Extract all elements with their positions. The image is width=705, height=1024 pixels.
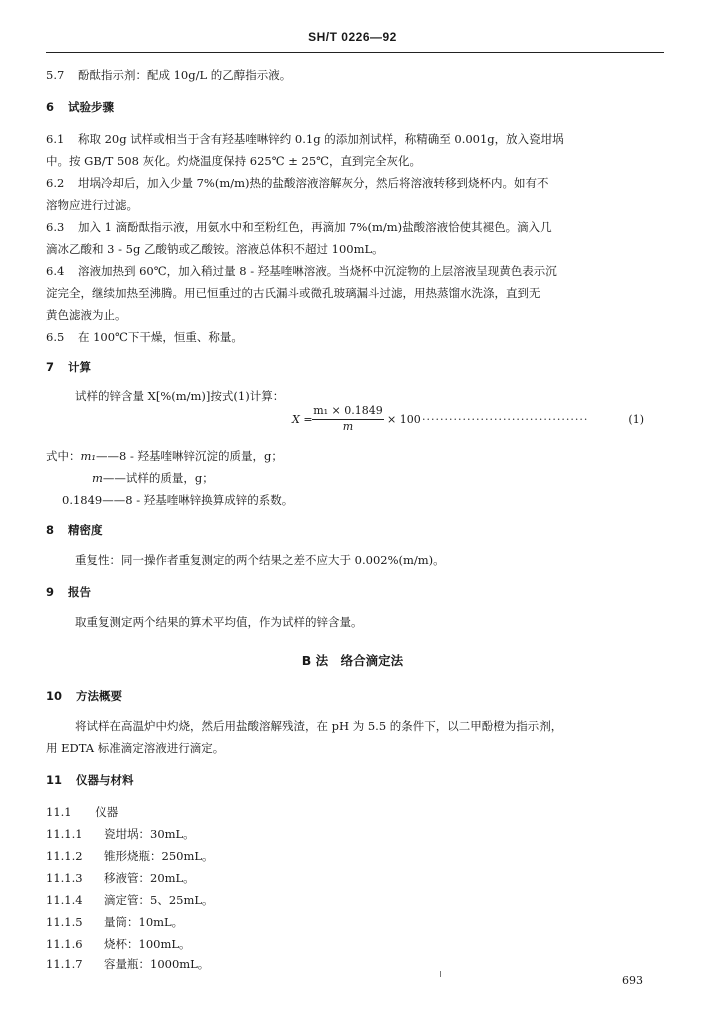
list-item (46, 936, 666, 952)
section-10-heading (46, 688, 666, 704)
clause-6-2-line-2: 溶物应进行过滤。 (46, 198, 138, 212)
section-6-heading (46, 99, 666, 115)
section-number: 6 (46, 100, 55, 114)
list-item (46, 848, 666, 864)
clause-text: 加入 1 滴酚酞指示液，用氨水中和至粉红色，再滴加 7%(m/m)盐酸溶液恰使其褪色。滴入几 (77, 220, 552, 234)
item-number: 11.1.2 (46, 849, 83, 863)
standard-code-header: SH/T 0226—92 (308, 30, 397, 44)
footer-tick-mark (440, 971, 443, 977)
clause-number: 6.2 (46, 176, 65, 190)
formula-denominator: m (342, 420, 354, 433)
page-number: 693 (622, 974, 643, 987)
item-number: 11.1.4 (46, 893, 83, 907)
clause-text: 坩埚冷却后，加入少量 7%(m/m)热的盐酸溶液溶解灰分，然后将溶液转移到烧杯内。如有不 (77, 176, 549, 190)
item-text: 滴定管：5、25mL。 (104, 893, 214, 907)
clause-6-4-line-3: 黄色滤液为止。 (46, 308, 127, 322)
variable-description: ——试样的质量，g； (102, 471, 214, 485)
item-text: 移液管：20mL。 (104, 871, 195, 885)
clause-6-4-line-1 (46, 263, 666, 279)
clause-number: 6.5 (46, 330, 65, 344)
variable-definition-m (92, 470, 662, 486)
list-item (46, 914, 666, 930)
clause-number: 6.4 (46, 264, 65, 278)
section-11-heading (46, 772, 666, 788)
variable-description: ——8 - 羟基喹啉锌沉淀的质量，g； (96, 449, 283, 463)
section-title: 方法概要 (76, 689, 123, 703)
section-title: 仪器与材料 (76, 773, 134, 787)
section-8-heading (46, 522, 666, 538)
section-number: 10 (46, 689, 63, 703)
clause-5-7 (46, 67, 666, 83)
clause-text: 在 100℃下干燥，恒重、称量。 (77, 330, 243, 344)
section-number: 11 (46, 773, 63, 787)
section-title: 报告 (68, 585, 92, 599)
clause-6-4-line-2: 淀完全，继续加热至沸腾。用已恒重过的古氏漏斗或微孔玻璃漏斗过滤，用热蒸馏水洗涤，直到无 (46, 286, 541, 300)
clause-6-5 (46, 329, 666, 345)
item-text: 瓷坩埚：30mL。 (104, 827, 195, 841)
clause-6-3-line-1 (46, 219, 666, 235)
header-rule (46, 52, 664, 53)
method-summary-line-1: 将试样在高温炉中灼烧，然后用盐酸溶解残渣，在 pH 为 5.5 的条件下，以二甲酚橙为指示剂， (75, 719, 563, 733)
item-number: 11.1.6 (46, 937, 83, 951)
item-number: 11.1.5 (46, 915, 83, 929)
section-number: 7 (46, 360, 55, 374)
section-title: 试验步骤 (68, 100, 115, 114)
list-item (46, 956, 666, 972)
section-title: 精密度 (68, 523, 103, 537)
section-number: 8 (46, 523, 55, 537)
equation-number: (1) (628, 413, 644, 426)
formula-lhs: X = (292, 413, 313, 426)
section-7-heading (46, 359, 666, 375)
clause-6-1-line-2: 中。按 GB/T 508 灰化。灼烧温度保持 625℃ ± 25℃，直到完全灰化。 (46, 154, 422, 168)
section-title: 计算 (68, 360, 92, 374)
list-item (46, 892, 666, 908)
clause-6-1-line-1 (46, 131, 666, 147)
method-b-title: B 法 络合滴定法 (301, 653, 404, 668)
subsection-11-1 (46, 804, 666, 820)
variable-symbol: 0.1849 (62, 493, 103, 507)
clause-6-2-line-1 (46, 175, 666, 191)
variable-symbol: m (92, 471, 103, 485)
list-item (46, 870, 666, 886)
item-text: 烧杯：100mL。 (104, 937, 191, 951)
clause-text: 称取 20g 试样或相当于含有羟基喹啉锌约 0.1g 的添加剂试样，称精确至 0.001g，放入瓷坩埚 (77, 132, 564, 146)
variable-definition-m1 (46, 448, 666, 464)
formula-numerator: m₁ × 0.1849 (312, 404, 384, 420)
clause-text: 仪器 (95, 805, 119, 819)
variable-definition-coefficient (62, 492, 662, 508)
item-text: 锥形烧瓶：250mL。 (104, 849, 214, 863)
item-number: 11.1.1 (46, 827, 83, 841)
list-item (46, 826, 666, 842)
calculation-intro: 试样的锌含量 X[%(m/m)]按式(1)计算： (75, 389, 285, 403)
formula-leader-dots: ····································· (422, 413, 589, 426)
precision-text: 重复性：同一操作者重复测定的两个结果之差不应大于 0.002%(m/m)。 (75, 553, 445, 567)
clause-text: 溶液加热到 60℃，加入稍过量 8 - 羟基喹啉溶液。当烧杯中沉淀物的上层溶液呈现黄色表示沉 (77, 264, 557, 278)
formula-fraction (312, 404, 384, 434)
item-number: 11.1.3 (46, 871, 83, 885)
clause-6-3-line-2: 滴冰乙酸和 3 - 5g 乙酸钠或乙酸铵。溶液总体积不超过 100mL。 (46, 242, 384, 256)
clause-number: 5.7 (46, 68, 65, 82)
variable-symbol: m₁ (80, 449, 97, 463)
zinc-content-formula (292, 404, 672, 440)
section-number: 9 (46, 585, 55, 599)
section-9-heading (46, 584, 666, 600)
method-summary-line-2: 用 EDTA 标准滴定溶液进行滴定。 (46, 741, 225, 755)
clause-number: 11.1 (46, 805, 72, 819)
clause-number: 6.3 (46, 220, 65, 234)
item-number: 11.1.7 (46, 957, 83, 971)
item-text: 量筒：10mL。 (104, 915, 184, 929)
formula-rhs: × 100 (387, 413, 421, 426)
clause-text: 酚酞指示剂：配成 10g/L 的乙醇指示液。 (77, 68, 292, 82)
variable-description: ——8 - 羟基喹啉锌换算成锌的系数。 (102, 493, 294, 507)
item-text: 容量瓶：1000mL。 (104, 957, 210, 971)
where-label: 式中： (46, 449, 81, 463)
report-text: 取重复测定两个结果的算术平均值，作为试样的锌含量。 (75, 615, 363, 629)
clause-number: 6.1 (46, 132, 65, 146)
